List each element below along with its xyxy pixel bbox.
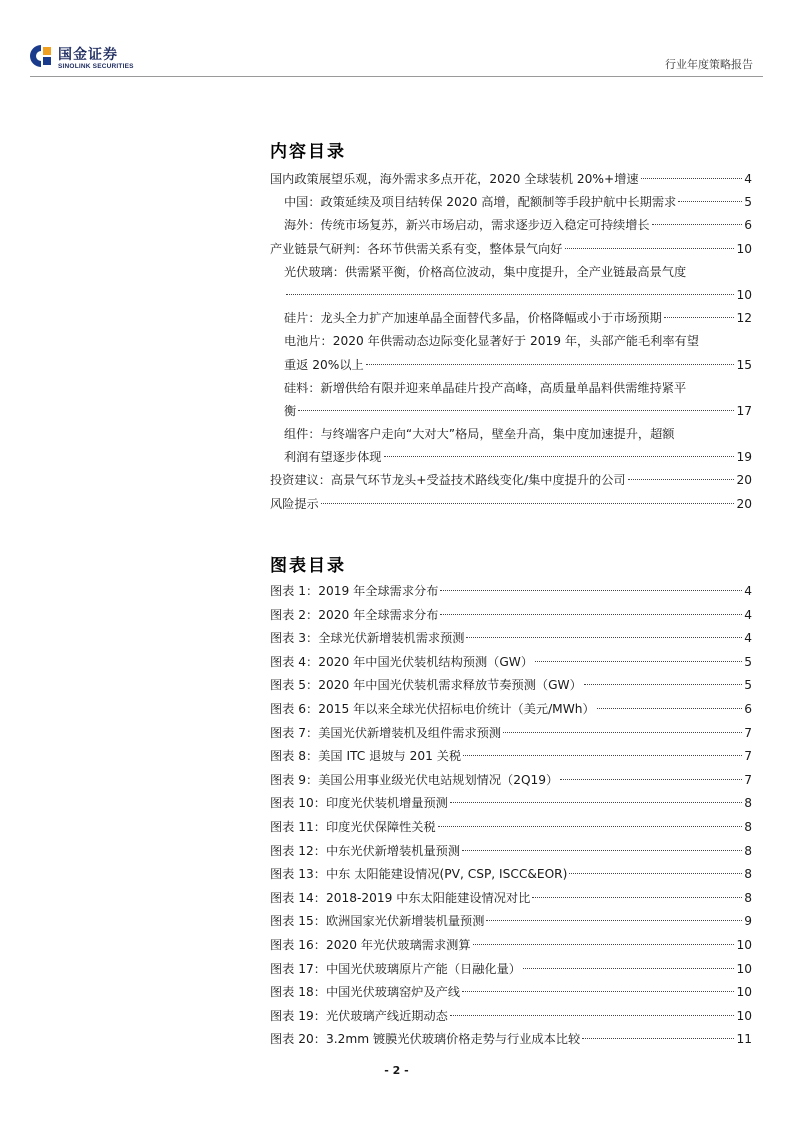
figure-item[interactable] bbox=[270, 674, 752, 698]
toc-item-page: 19 bbox=[736, 450, 752, 465]
toc-item[interactable] bbox=[270, 307, 752, 330]
figure-item-text: 图表 1：2019 年全球需求分布 bbox=[270, 584, 439, 598]
figure-item-text: 图表 19：光伏玻璃产线近期动态 bbox=[270, 1008, 448, 1023]
toc-item-text: 电池片：2020 年供需动态边际变化显著好于 2019 年，头部产能毛利率有望 bbox=[284, 334, 699, 349]
figure-item[interactable] bbox=[270, 958, 752, 982]
figure-item-text: 图表 15：欧洲国家光伏新增装机量预测 bbox=[270, 914, 485, 929]
figure-item-page: 7 bbox=[744, 725, 752, 740]
leader-dots bbox=[440, 590, 742, 591]
logo-english-name: SINOLINK SECURITIES bbox=[58, 63, 134, 70]
figure-item[interactable] bbox=[270, 769, 752, 793]
toc-item-text: 国内政策展望乐观，海外需求多点开花，2020 全球装机 20%+增速 bbox=[270, 172, 639, 186]
figure-item-text: 图表 5：2020 年中国光伏装机需求释放节奏预测（GW） bbox=[270, 678, 582, 693]
figure-item[interactable] bbox=[270, 580, 752, 604]
figure-item[interactable] bbox=[270, 816, 752, 840]
toc-item-page: 4 bbox=[744, 172, 752, 186]
toc-item-text: 硅片：龙头全力扩产加速单晶全面替代多晶，价格降幅或小于市场预期 bbox=[284, 311, 662, 326]
leader-dots bbox=[462, 850, 742, 851]
leader-dots bbox=[366, 364, 735, 365]
figure-item-page: 8 bbox=[744, 796, 752, 811]
toc-item-text: 风险提示 bbox=[270, 496, 319, 511]
toc-item[interactable] bbox=[270, 191, 752, 214]
toc-item-continuation[interactable] bbox=[270, 400, 752, 423]
toc-item-page: 17 bbox=[736, 403, 752, 418]
leader-dots bbox=[565, 248, 735, 249]
figure-item-text: 图表 18：中国光伏玻璃窑炉及产线 bbox=[270, 985, 461, 1000]
toc-item-page: 15 bbox=[736, 357, 752, 372]
toc-item[interactable] bbox=[270, 238, 752, 261]
toc-item-text: 衡 bbox=[284, 403, 297, 418]
toc-item-page: 10 bbox=[736, 287, 752, 302]
leader-dots bbox=[384, 456, 735, 457]
toc-item-text: 重返 20%以上 bbox=[284, 357, 364, 372]
leader-dots bbox=[486, 920, 742, 921]
leader-dots bbox=[466, 637, 742, 638]
toc-item[interactable] bbox=[270, 493, 752, 516]
report-type-label: 行业年度策略报告 bbox=[665, 58, 753, 71]
toc-item-continuation[interactable] bbox=[270, 284, 752, 307]
toc-item-page: 5 bbox=[744, 195, 752, 210]
page-header bbox=[0, 0, 793, 80]
leader-dots bbox=[532, 897, 742, 898]
figure-item[interactable] bbox=[270, 887, 752, 911]
toc-item-text: 组件：与终端客户走向“大对大”格局，壁垒升高，集中度加速提升，超额 bbox=[284, 427, 675, 442]
toc-item-continuation[interactable] bbox=[270, 354, 752, 377]
contents-title: 内容目录 bbox=[270, 142, 346, 162]
leader-dots bbox=[560, 779, 742, 780]
figure-item-text: 图表 9：美国公用事业级光伏电站规划情况（2Q19） bbox=[270, 772, 559, 787]
leader-dots bbox=[641, 178, 743, 179]
toc-item-text: 光伏玻璃：供需紧平衡，价格高位波动，集中度提升，全产业链最高景气度 bbox=[284, 264, 687, 279]
figure-item[interactable] bbox=[270, 745, 752, 769]
figure-item[interactable] bbox=[270, 934, 752, 958]
toc-item-text: 产业链景气研判：各环节供需关系有变，整体景气向好 bbox=[270, 241, 563, 256]
toc-item[interactable] bbox=[270, 214, 752, 237]
figure-item-text: 图表 2：2020 年全球需求分布 bbox=[270, 607, 439, 622]
toc-item-page: 6 bbox=[744, 218, 752, 233]
toc-item[interactable] bbox=[270, 469, 752, 492]
figure-item-text: 图表 20：3.2mm 镀膜光伏玻璃价格走势与行业成本比较 bbox=[270, 1032, 581, 1047]
figure-item-page: 8 bbox=[744, 867, 752, 882]
figure-item-page: 8 bbox=[744, 890, 752, 905]
leader-dots bbox=[584, 684, 742, 685]
company-logo bbox=[30, 44, 160, 76]
toc-item-text: 投资建议：高景气环节龙头+受益技术路线变化/集中度提升的公司 bbox=[270, 473, 626, 488]
figure-item[interactable] bbox=[270, 1005, 752, 1029]
leader-dots bbox=[678, 201, 742, 202]
figure-item-text: 图表 10：印度光伏装机增量预测 bbox=[270, 796, 448, 811]
leader-dots bbox=[286, 294, 734, 295]
figure-item-text: 图表 8：美国 ITC 退坡与 201 关税 bbox=[270, 749, 462, 764]
toc-item-text: 中国：政策延续及项目结转保 2020 高增，配额制等手段护航中长期需求 bbox=[284, 195, 677, 210]
figure-item-text: 图表 14：2018-2019 中东太阳能建设情况对比 bbox=[270, 890, 531, 905]
figure-item-page: 7 bbox=[744, 772, 752, 787]
figure-item-page: 9 bbox=[744, 914, 752, 929]
leader-dots bbox=[473, 944, 735, 945]
leader-dots bbox=[440, 614, 742, 615]
leader-dots bbox=[298, 410, 734, 411]
leader-dots bbox=[450, 1015, 735, 1016]
figure-item[interactable] bbox=[270, 910, 752, 934]
figure-item[interactable] bbox=[270, 981, 752, 1005]
figure-item-page: 10 bbox=[736, 937, 752, 952]
figures-list bbox=[270, 580, 752, 1052]
leader-dots bbox=[523, 968, 735, 969]
leader-dots bbox=[321, 503, 735, 504]
figure-item-text: 图表 13：中东 太阳能建设情况(PV, CSP, ISCC&EOR) bbox=[270, 867, 568, 882]
toc-item-text: 硅料：新增供给有限并迎来单晶硅片投产高峰，高质量单晶料供需维持紧平 bbox=[284, 380, 687, 395]
figure-item-page: 7 bbox=[744, 749, 752, 764]
leader-dots bbox=[438, 826, 743, 827]
toc-item[interactable] bbox=[270, 261, 752, 284]
figure-item-text: 图表 7：美国光伏新增装机及组件需求预测 bbox=[270, 725, 502, 740]
header-divider bbox=[30, 76, 763, 77]
figure-item-text: 图表 12：中东光伏新增装机量预测 bbox=[270, 843, 461, 858]
page-number: - 2 - bbox=[384, 1064, 409, 1077]
leader-dots bbox=[462, 991, 734, 992]
toc-item[interactable] bbox=[270, 330, 752, 353]
sinolink-logo-icon bbox=[30, 44, 52, 68]
figure-item-page: 10 bbox=[736, 1008, 752, 1023]
leader-dots bbox=[450, 802, 742, 803]
leader-dots bbox=[535, 661, 742, 662]
figure-item-page: 5 bbox=[744, 654, 752, 669]
figure-item[interactable] bbox=[270, 627, 752, 651]
toc-item[interactable] bbox=[270, 168, 752, 191]
leader-dots bbox=[569, 873, 742, 874]
figure-item-text: 图表 4：2020 年中国光伏装机结构预测（GW） bbox=[270, 654, 534, 669]
figures-title: 图表目录 bbox=[270, 556, 346, 576]
figure-item-page: 8 bbox=[744, 843, 752, 858]
figure-item[interactable] bbox=[270, 604, 752, 628]
figure-item-page: 8 bbox=[744, 819, 752, 834]
figure-item[interactable] bbox=[270, 840, 752, 864]
leader-dots bbox=[628, 479, 735, 480]
leader-dots bbox=[664, 317, 735, 318]
toc-item-page: 20 bbox=[736, 496, 752, 511]
figure-item-page: 6 bbox=[744, 701, 752, 716]
toc-item-page: 20 bbox=[736, 473, 752, 488]
figure-item-text: 图表 11：印度光伏保障性关税 bbox=[270, 819, 436, 834]
figure-item[interactable] bbox=[270, 722, 752, 746]
leader-dots bbox=[503, 732, 742, 733]
toc-item-text: 海外：传统市场复苏，新兴市场启动，需求逐步迈入稳定可持续增长 bbox=[284, 218, 650, 233]
figure-item-text: 图表 6：2015 年以来全球光伏招标电价统计（美元/MWh） bbox=[270, 701, 595, 716]
leader-dots bbox=[463, 755, 742, 756]
figure-item-text: 图表 3：全球光伏新增装机需求预测 bbox=[270, 631, 465, 646]
leader-dots bbox=[652, 224, 743, 225]
figure-item-page: 10 bbox=[736, 961, 752, 976]
figure-item-page: 4 bbox=[744, 631, 752, 646]
toc-item[interactable] bbox=[270, 377, 752, 400]
contents-list bbox=[270, 168, 752, 516]
figure-item-page: 5 bbox=[744, 678, 752, 693]
figure-item[interactable] bbox=[270, 863, 752, 887]
figure-item[interactable] bbox=[270, 698, 752, 722]
logo-chinese-name: 国金证券 bbox=[58, 47, 118, 63]
figure-item[interactable] bbox=[270, 792, 752, 816]
leader-dots bbox=[597, 708, 743, 709]
toc-item-text: 利润有望逐步体现 bbox=[284, 450, 382, 465]
leader-dots bbox=[582, 1038, 734, 1039]
figure-item-page: 10 bbox=[736, 985, 752, 1000]
toc-item[interactable] bbox=[270, 423, 752, 446]
figure-item-page: 4 bbox=[744, 584, 752, 598]
toc-item-page: 10 bbox=[736, 241, 752, 256]
figure-item[interactable] bbox=[270, 651, 752, 675]
figure-item[interactable] bbox=[270, 1028, 752, 1052]
figure-item-page: 4 bbox=[744, 607, 752, 622]
figure-item-text: 图表 17：中国光伏玻璃原片产能（日融化量） bbox=[270, 961, 521, 976]
toc-item-page: 12 bbox=[736, 311, 752, 326]
figure-item-page: 11 bbox=[736, 1032, 752, 1047]
toc-item-continuation[interactable] bbox=[270, 446, 752, 469]
figure-item-text: 图表 16：2020 年光伏玻璃需求测算 bbox=[270, 937, 471, 952]
